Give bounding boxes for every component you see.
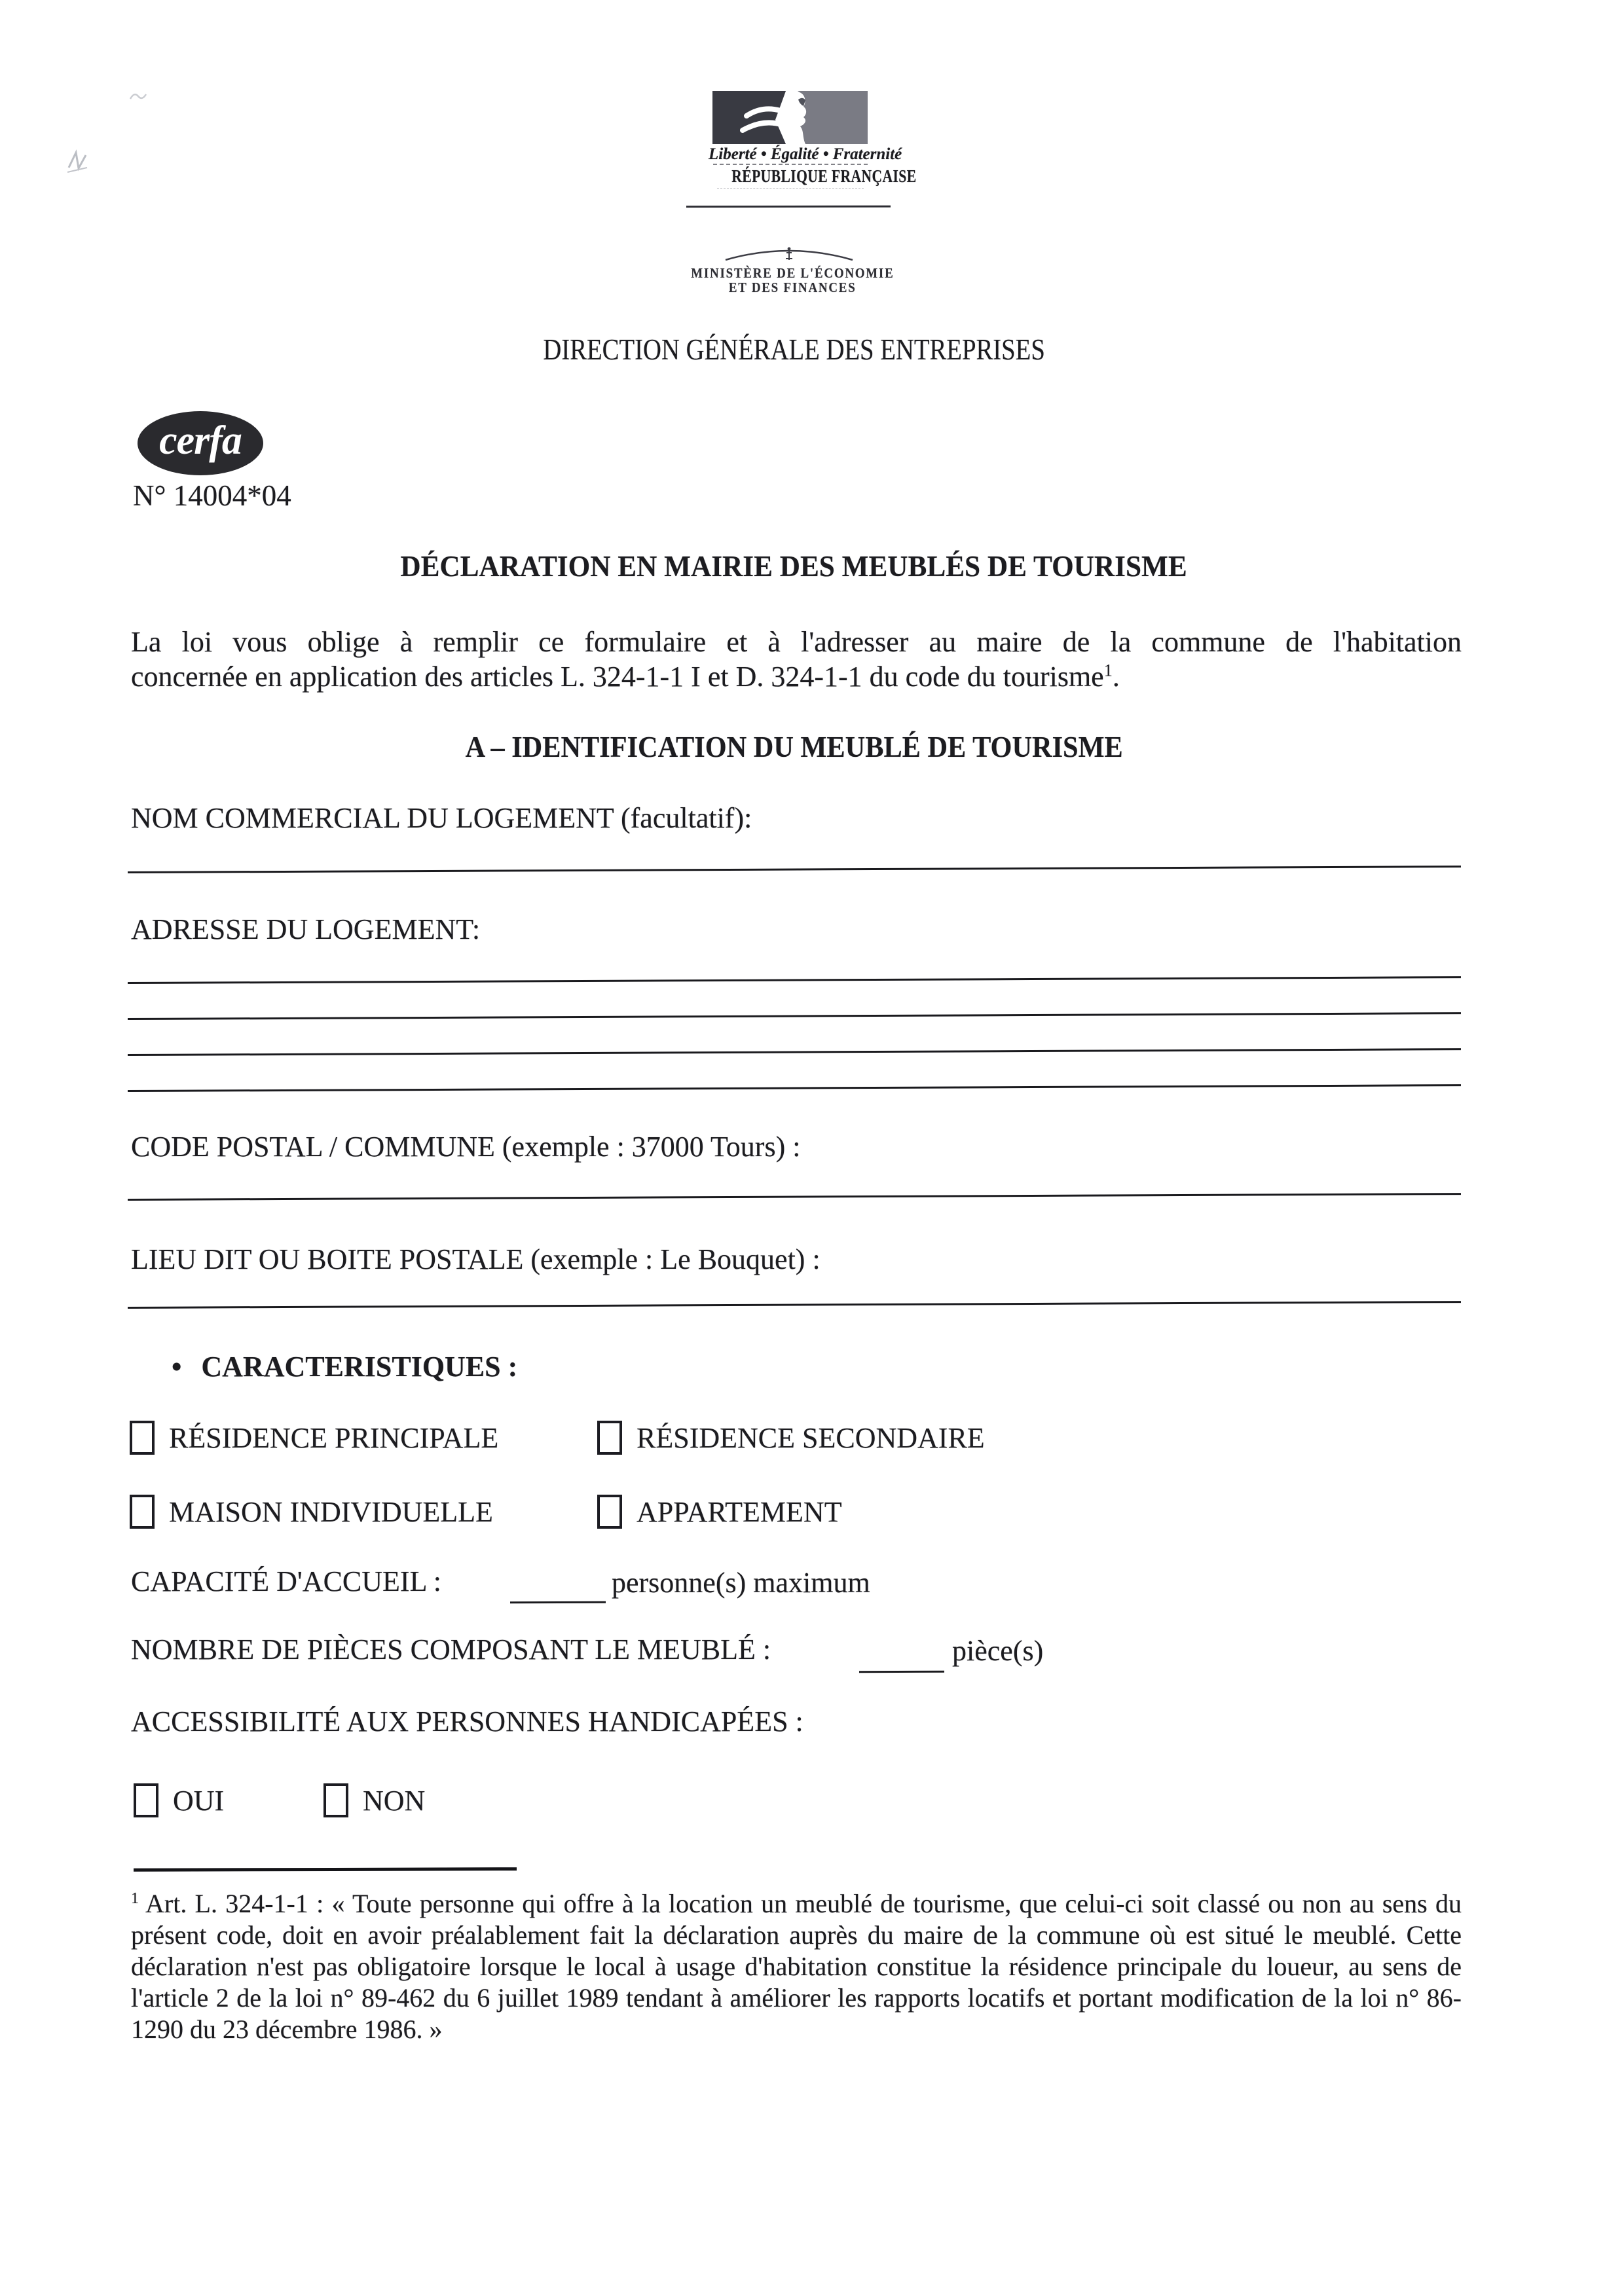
pieces-suffix: pièce(s) [952, 1635, 1044, 1667]
capacite-suffix: personne(s) maximum [612, 1567, 870, 1599]
lieu-dit-input-line[interactable] [128, 1301, 1461, 1309]
capacite-label: CAPACITÉ D'ACCUEIL : [131, 1565, 442, 1597]
intro-line-2 [131, 659, 1462, 694]
footnote-divider [134, 1867, 517, 1872]
adresse-label: ADRESSE DU LOGEMENT: [131, 913, 481, 945]
adresse-input-line-2[interactable] [128, 1012, 1461, 1020]
adresse-input-line-1[interactable] [128, 976, 1461, 984]
cerfa-logo [138, 411, 263, 475]
capacite-input-blank[interactable] [510, 1601, 606, 1604]
footnote-text: Art. L. 324-1-1 : « Toute personne qui offre à la location un meublé de tourisme, que celui-ci soit classé ou non au sens du présent code, doit en avoir préalablement fait la déclaration auprès du maire de la commune où est situé le meublé. Cette déclaration n'est pas obligatoire lorsque le local à usage d'habitation constitue la résidence principale du loueur, au sens de l'article 2 de la loi n° 89-462 du 6 juillet 1989 tendant à améliorer les rapports locatifs et portant modification de la loi n° 86-1290 du 23 décembre 1986. » [131, 1889, 1462, 2044]
checkbox-icon[interactable] [130, 1421, 155, 1455]
footnote [131, 1888, 1462, 2045]
checkbox-label: RÉSIDENCE SECONDAIRE [637, 1421, 985, 1454]
ministry-label-2: ET DES FINANCES [728, 280, 857, 295]
bullet-icon: • [172, 1351, 182, 1383]
intro-period: . [1112, 661, 1120, 693]
checkbox-residence-principale[interactable] [130, 1421, 498, 1455]
checkbox-appartement[interactable] [597, 1495, 842, 1529]
direction-label: DIRECTION GÉNÉRALE DES ENTREPRISES [543, 333, 1045, 366]
accessibilite-label: ACCESSIBILITÉ AUX PERSONNES HANDICAPÉES : [131, 1705, 803, 1738]
adresse-input-line-4[interactable] [128, 1084, 1461, 1092]
footnote-ref-mark: 1 [131, 1889, 139, 1907]
checkbox-icon[interactable] [597, 1421, 622, 1455]
section-a-heading-text: A – IDENTIFICATION DU MEUBLÉ DE TOURISME [465, 730, 1123, 763]
motto-divider [713, 164, 868, 165]
direction-generale-title [128, 333, 1460, 367]
checkbox-label: OUI [173, 1784, 225, 1817]
pieces-input-blank[interactable] [859, 1671, 944, 1673]
motto-text: Liberté • Égalité • Fraternité [709, 145, 902, 163]
scan-artifact-icon [64, 147, 93, 178]
caracteristiques-heading: CARACTERISTIQUES : [201, 1351, 518, 1383]
checkbox-non[interactable] [323, 1783, 425, 1817]
checkbox-icon[interactable] [597, 1495, 622, 1529]
republique-label: RÉPUBLIQUE FRANÇAISE [731, 166, 917, 186]
checkbox-icon[interactable] [323, 1783, 348, 1817]
checkbox-oui[interactable] [134, 1783, 224, 1817]
pieces-label: NOMBRE DE PIÈCES COMPOSANT LE MEUBLÉ : [131, 1633, 771, 1666]
intro-paragraph [131, 625, 1462, 694]
section-a-heading [128, 729, 1460, 764]
scan-artifact-icon [128, 89, 148, 103]
code-postal-label: CODE POSTAL / COMMUNE (exemple : 37000 Tours) : [131, 1131, 801, 1163]
republique-francaise-text [709, 166, 917, 187]
checkbox-icon[interactable] [130, 1495, 155, 1529]
marianne-republique-logo-icon [712, 91, 868, 144]
nom-commercial-input-line[interactable] [128, 866, 1461, 873]
page-title [128, 549, 1460, 583]
checkbox-label: MAISON INDIVIDUELLE [169, 1495, 493, 1528]
checkbox-maison-individuelle[interactable] [130, 1495, 493, 1529]
checkbox-label: RÉSIDENCE PRINCIPALE [169, 1421, 499, 1454]
republique-divider [717, 188, 864, 189]
checkbox-icon[interactable] [134, 1783, 158, 1817]
header-divider [686, 206, 891, 208]
ministry-label-1: MINISTÈRE DE L'ÉCONOMIE [690, 265, 895, 281]
intro-line-2-text: concernée en application des articles L. 324-1-1 I et D. 324-1-1 du code du tourisme [131, 661, 1104, 693]
checkbox-residence-secondaire[interactable] [597, 1421, 985, 1455]
footnote-reference-mark: 1 [1103, 660, 1113, 680]
intro-line-1: La loi vous oblige à remplir ce formulaire et à l'adresser au maire de la commune de l'habitation [131, 626, 1462, 658]
cerfa-logo-text: cerfa [159, 418, 242, 463]
nom-commercial-label: NOM COMMERCIAL DU LOGEMENT (facultatif): [131, 802, 752, 834]
checkbox-label: APPARTEMENT [637, 1495, 842, 1528]
code-postal-input-line[interactable] [128, 1193, 1461, 1201]
page-title-text: DÉCLARATION EN MAIRIE DES MEUBLÉS DE TOURISME [400, 549, 1188, 583]
checkbox-label: NON [363, 1784, 426, 1817]
lieu-dit-label: LIEU DIT OU BOITE POSTALE (exemple : Le Bouquet) : [131, 1243, 821, 1275]
adresse-input-line-3[interactable] [128, 1048, 1461, 1056]
ministry-name-line2 [658, 280, 927, 296]
caracteristiques-heading-row [172, 1350, 517, 1383]
ministry-arc-icon [720, 240, 858, 263]
cerfa-number: N° 14004*04 [133, 479, 291, 512]
